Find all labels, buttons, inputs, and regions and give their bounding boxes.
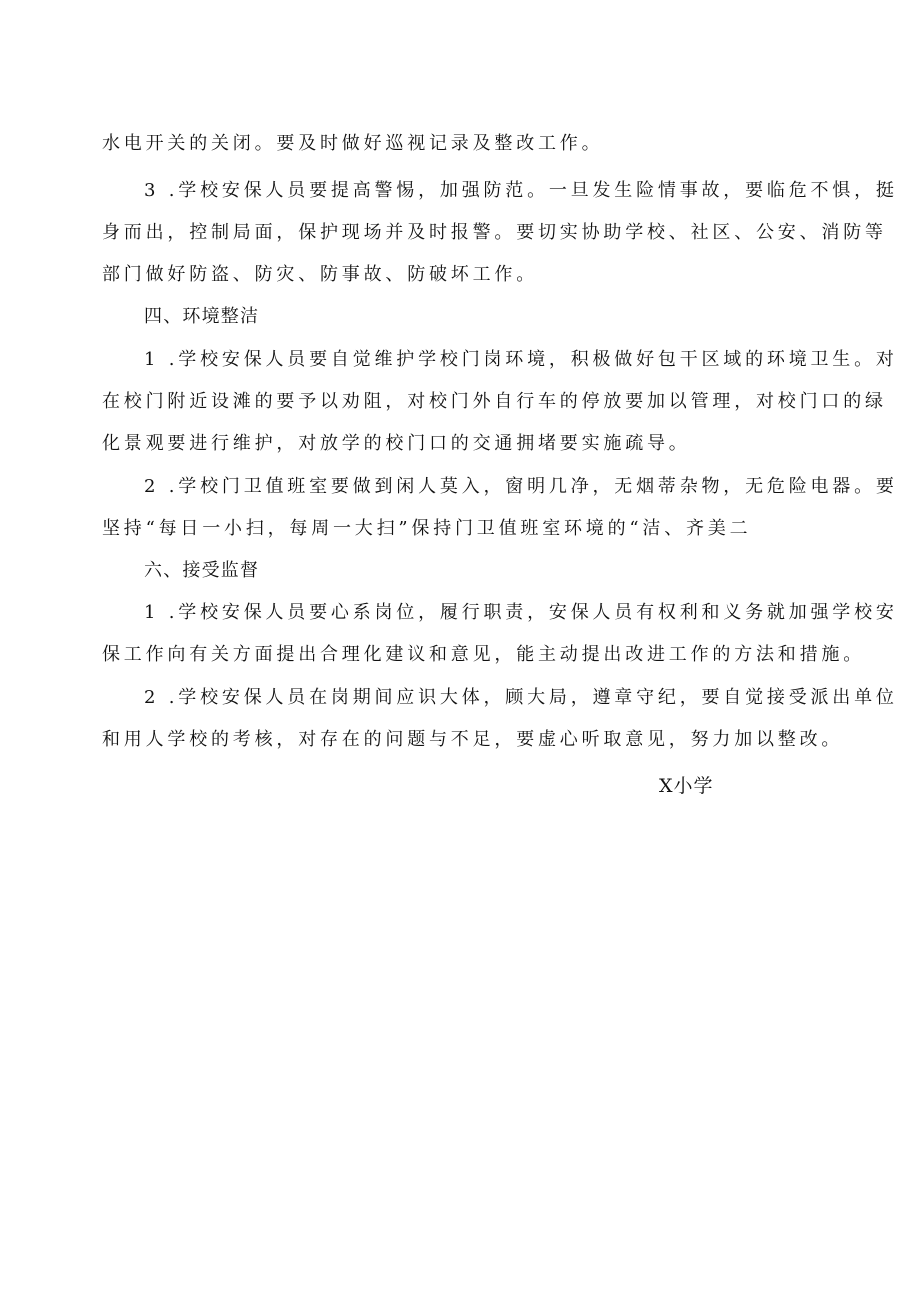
paragraph-line: 水电开关的关闭。要及时做好巡视记录及整改工作。 <box>102 133 604 154</box>
paragraph-line-item-1: 1 .学校安保人员要自觉维护学校门岗环境，积极做好包干区域的环境卫生。对 <box>144 349 898 370</box>
paragraph-line: 化景观要进行维护，对放学的校门口的交通拥堵要实施疏导。 <box>102 433 691 454</box>
paragraph-line-item-2: 2 .学校门卫值班室要做到闲人莫入，窗明几净，无烟蒂杂物，无危险电器。要 <box>144 476 898 497</box>
paragraph-line: 在校门附近设滩的要予以劝阻，对校门外自行车的停放要加以管理，对校门口的绿 <box>102 391 887 412</box>
signature-school-name: X小学 <box>659 775 714 797</box>
paragraph-line: 部门做好防盗、防灾、防事故、防破坏工作。 <box>102 264 538 285</box>
paragraph-line: 和用人学校的考核，对存在的问题与不足，要虚心听取意见，努力加以整改。 <box>102 729 844 750</box>
paragraph-line: 坚持“每日一小扫，每周一大扫”保持门卫值班室环境的“洁、齐美二 <box>102 518 752 539</box>
section-heading-supervision: 六、接受监督 <box>144 560 260 581</box>
paragraph-line-item-3: 3 .学校安保人员要提高警惕，加强防范。一旦发生险情事故，要临危不惧，挺 <box>144 180 898 201</box>
paragraph-line-item-1: 1 .学校安保人员要心系岗位，履行职责，安保人员有权利和义务就加强学校安 <box>144 602 898 623</box>
paragraph-line-item-2: 2 .学校安保人员在岗期间应识大体，顾大局，遵章守纪，要自觉接受派出单位 <box>144 687 898 708</box>
section-heading-environment: 四、环境整洁 <box>144 306 260 327</box>
paragraph-line: 身而出，控制局面，保护现场并及时报警。要切实协助学校、社区、公安、消防等 <box>102 222 887 243</box>
paragraph-line: 保工作向有关方面提出合理化建议和意见，能主动提出改进工作的方法和措施。 <box>102 644 865 665</box>
